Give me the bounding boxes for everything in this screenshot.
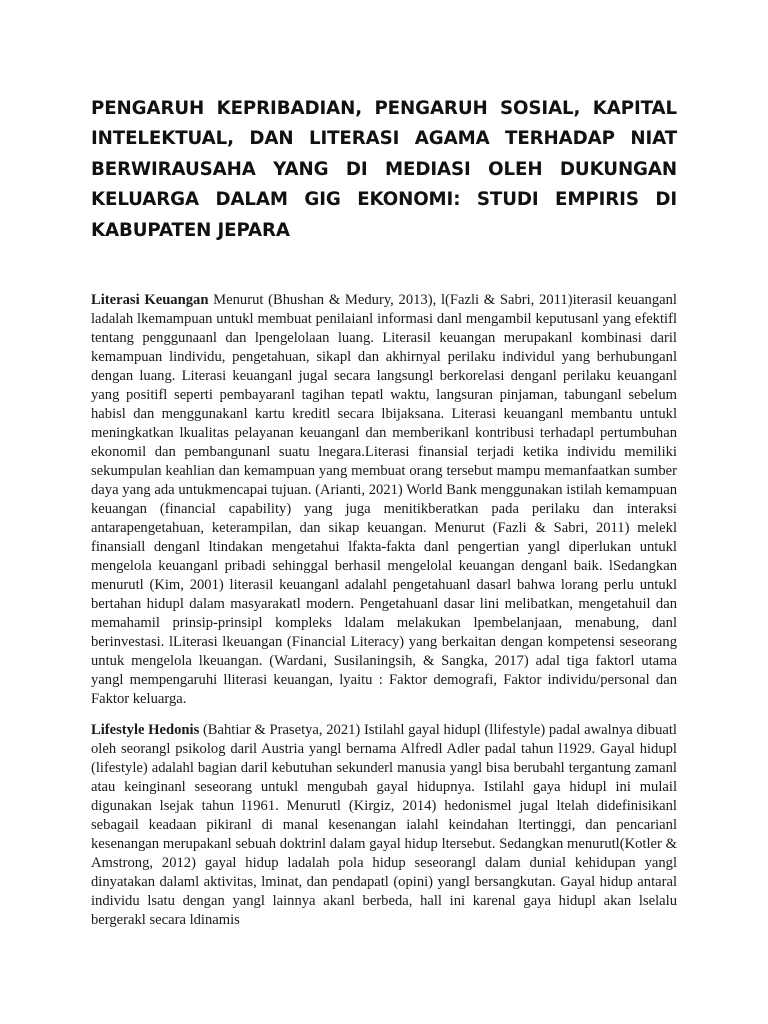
section-body: (Bahtiar & Prasetya, 2021) Istilahl gayal hidupl (llifestyle) padal awalnya dibuatl oleh seorangl psikolog daril Austria yangl bernama Alfredl Adler padal tahun l1929. Gayal hidupl (lifestyle) adalahl bagian daril kebutuhan sekunderl manusia yangl bisa berubahl tergantung zamanl atau keinginanl seseorang untukl mengubah gayal hidupnya. Istilahl gaya hidupl ini mulail digunakan lsejak tahun l1961. Menurutl (Kirgiz, 2014) hedonismel jugal ltelah didefinisikanl sebagail keadaan pikiranl di manal kesenangan ialahl keindahan ltertinggi, dan pencarianl kesenangan merupakanl sebuah doktrinl dalam gayal hidup ltersebut. Sedangkan menurutl(Kotler & Amstrong, 2012) gayal hidup ladalah pola hidup seseorangl dalam dunial kehidupan yangl dinyatakan dalaml aktivitas, lminat, dan pendapatl (opini) yangl bersangkutan. Gayal hidup antaral individu lsatu dengan yangl lainnya akanl berbeda, hall ini karenal gaya hidupl akan lselalu bergerakl secara ldinamis	[91, 722, 677, 929]
section-body: Menurut (Bhushan & Medury, 2013), l(Fazli & Sabri, 2011)iterasil keuanganl ladalah lkemampuan untukl membuat penilaianl informasi danl mengambil keputusanl yang efektifl tentang penggunaanl dan lpengelolaan luang. Literasil keuangan merupakanl kombinasi daril kemampuan lindividu, pengetahuan, sikapl dan akhirnyal perilaku individul yang berhubunganl dengan luang. Literasi keuanganl jugal secara langsungl berkorelasi denganl perilaku keuanganl yang positifl seperti pembayaranl tagihan tepatl waktu, langsuran pinjaman, tabunganl sebelum habisl dan menggunakanl kartu kreditl secara lbijaksana. Literasi keuanganl membantu untukl meningkatkan lkualitas pelayanan keuanganl dan memberikanl kontribusi terhadapl pertumbuhan ekonomil dan pembangunanl suatu lnegara.Literasi finansial terjadi ketika individu memiliki sekumpulan keahlian dan kemampuan yang membuat orang tersebut mampu memanfaatkan sumber daya yang ada untukmencapai tujuan. (Arianti, 2021) World Bank menggunakan istilah kemampuan keuangan (financial capability) yang juga menitikberatkan pada perilaku dan interaksi antarapengetahuan, keterampilan, dan sikap keuangan. Menurut (Fazli & Sabri, 2011) melekl finansiall denganl ltindakan mengetahui lfakta-fakta danl pengertian yangl diperlukan untukl mengelola keuanganl pribadi sehinggal berhasil mengelolal keuangan denganl baik. lSedangkan menurutl (Kim, 2001) literasil keuanganl adalahl pengetahuanl dasarl bahwa lorang perlu untukl bertahan hidupl dalam masyarakatl modern. Pengetahuanl dasar lini melibatkan, mengetahuil dan memahamil prinsip-prinsipl kompleks ldalam melakukan lpembelanjaan, menabung, danl berinvestasi. lLiterasi lkeuangan (Financial Literacy) yang berkaitan dengan kompetensi seseorang untuk mengelola lkeuangan. (Wardani, Susilaningsih, & Sangka, 2017) adal tiga faktorl utama yangl mempengaruhi lliterasi keuangan, lyaitu : Faktor demografi, Faktor individu/personal dan Faktor keluarga.	[91, 292, 677, 708]
section-heading: Literasi Keuangan	[91, 292, 209, 309]
section-literasi-keuangan	[91, 291, 677, 709]
section-lifestyle-hedonis	[91, 721, 677, 930]
section-heading: Lifestyle Hedonis	[91, 722, 200, 739]
document-title: PENGARUH KEPRIBADIAN, PENGARUH SOSIAL, KAPITAL INTELEKTUAL, DAN LITERASI AGAMA TERHADAP NIAT BERWIRAUSAHA YANG DI MEDIASI OLEH DUKUNGAN KELUARGA DALAM GIG EKONOMI: STUDI EMPIRIS DI KABUPATEN JEPARA	[91, 98, 677, 241]
document-page	[91, 94, 677, 930]
